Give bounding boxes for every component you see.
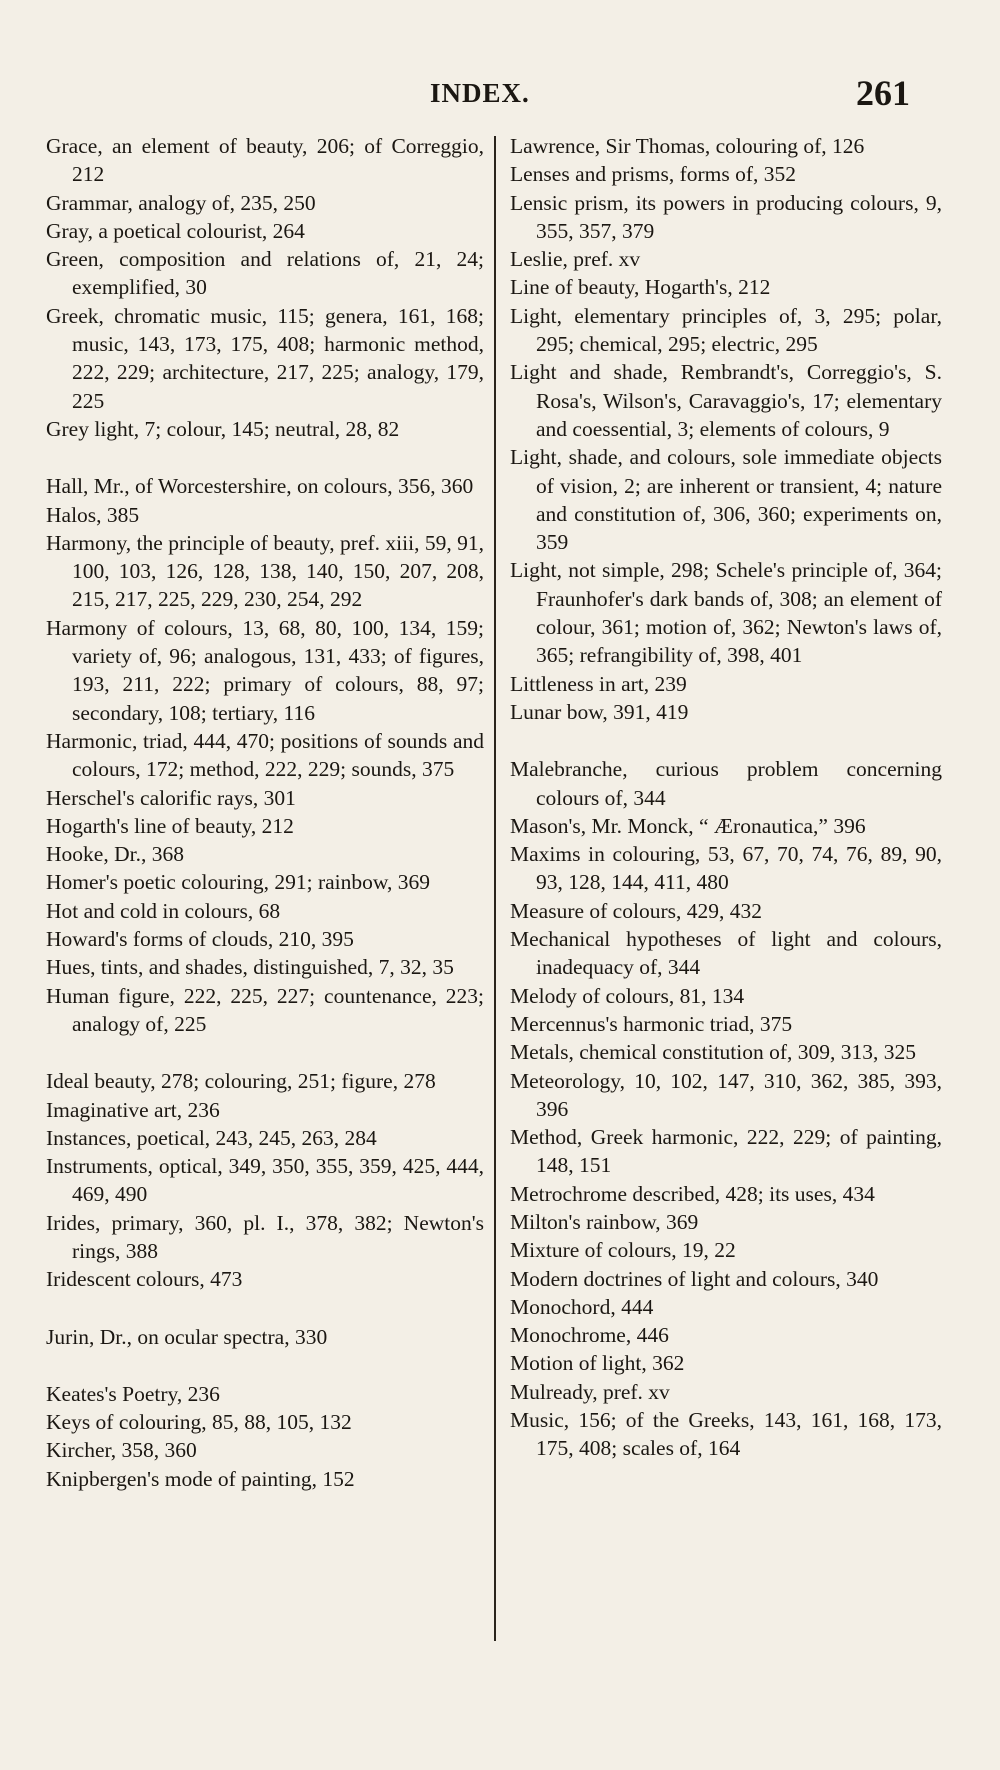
index-entry: Hogarth's line of beauty, 212: [46, 813, 294, 838]
index-entry: Milton's rainbow, 369: [510, 1209, 699, 1234]
column-divider: [494, 136, 496, 1641]
index-entry: Herschel's calorific rays, 301: [46, 785, 296, 810]
index-entry: Howard's forms of clouds, 210, 395: [46, 927, 354, 952]
index-entry: Iridescent colours, 473: [46, 1267, 243, 1292]
index-entry: Monochord, 444: [510, 1294, 654, 1319]
left-column: [46, 132, 484, 1493]
index-entry: Leslie, pref. xv: [510, 247, 641, 272]
index-entry: Metrochrome described, 428; its uses, 434: [510, 1181, 875, 1206]
index-entry: Grace, an element of beauty, 206; of Correggio, 212: [46, 134, 484, 187]
index-entry: Light, elementary principles of, 3, 295; polar, 295; chemical, 295; electric, 295: [510, 303, 942, 357]
index-entry: Hues, tints, and shades, distinguished, 7, 32, 35: [46, 955, 454, 980]
index-entry: Knipbergen's mode of painting, 152: [46, 1466, 355, 1491]
index-entry: Gray, a poetical colourist, 264: [46, 218, 305, 243]
section-gap: [46, 443, 484, 472]
index-entry: Keys of colouring, 85, 88, 105, 132: [46, 1410, 352, 1435]
index-entry: Harmony of colours, 13, 68, 80, 100, 134, 159; variety of, 96; analogous, 131, 433; of figures, 193, 211, 222; primary of colours, 88, 97; secondary, 108; tertiary, 116: [46, 615, 484, 725]
index-entry: Lenses and prisms, forms of, 352: [510, 162, 797, 187]
index-entry: Hooke, Dr., 368: [46, 842, 184, 867]
section-gap: [46, 1351, 484, 1380]
index-entry: Music, 156; of the Greeks, 143, 161, 168, 173, 175, 408; scales of, 164: [510, 1408, 942, 1461]
page-header: [0, 73, 1000, 118]
index-entry: Meteorology, 10, 102, 147, 310, 362, 385, 393, 396: [510, 1068, 942, 1121]
index-entry: Lunar bow, 391, 419: [510, 699, 689, 724]
index-entry: Green, composition and relations of, 21, 24; exemplified, 30: [46, 247, 484, 300]
index-entry: Grammar, analogy of, 235, 250: [46, 190, 316, 215]
index-entry: Harmony, the principle of beauty, pref. xiii, 59, 91, 100, 103, 126, 128, 138, 140, 150, 207, 208, 215, 217, 225, 229, 230, 254, 292: [46, 530, 484, 612]
index-entry: Littleness in art, 239: [510, 671, 687, 696]
index-title: INDEX.: [430, 78, 530, 108]
index-entry: Method, Greek harmonic, 222, 229; of painting, 148, 151: [510, 1125, 942, 1178]
index-entry: Mercennus's harmonic triad, 375: [510, 1011, 793, 1036]
index-entry: Malebranche, curious problem concerning colours of, 344: [510, 757, 942, 810]
right-column: [510, 132, 942, 1463]
index-entry: Hot and cold in colours, 68: [46, 898, 281, 923]
index-entry: Mason's, Mr. Monck, “ Æronautica,” 396: [510, 813, 866, 838]
index-entry: Monochrome, 446: [510, 1323, 669, 1348]
section-gap: [510, 726, 942, 755]
page-number: 261: [856, 73, 910, 113]
section-gap: [46, 1294, 484, 1323]
index-entry: Instances, poetical, 243, 245, 263, 284: [46, 1125, 377, 1150]
index-entry: Lensic prism, its powers in producing colours, 9, 355, 357, 379: [510, 190, 942, 243]
index-entry: Mechanical hypotheses of light and colours, inadequacy of, 344: [510, 927, 942, 980]
index-entry: Instruments, optical, 349, 350, 355, 359, 425, 444, 469, 490: [46, 1154, 484, 1207]
index-entry: Harmonic, triad, 444, 470; positions of sounds and colours, 172; method, 222, 229; sounds, 375: [46, 728, 484, 782]
index-entry: Kircher, 358, 360: [46, 1438, 197, 1463]
index-entry: Light and shade, Rembrandt's, Correggio's, S. Rosa's, Wilson's, Caravaggio's, 17; elementary and coessential, 3; elements of colours, 9: [510, 360, 942, 441]
index-entry: Greek, chromatic music, 115; genera, 161, 168; music, 143, 173, 175, 408; harmonic method, 222, 229; architecture, 217, 225; analogy, 179, 225: [46, 303, 484, 413]
index-entry: Melody of colours, 81, 134: [510, 983, 745, 1008]
index-entry: Metals, chemical constitution of, 309, 313, 325: [510, 1040, 917, 1065]
index-entry: Light, shade, and colours, sole immediate objects of vision, 2; are inherent or transient, 4; nature and constitution of, 306, 360; experiments on, 359: [510, 445, 942, 555]
section-gap: [46, 1038, 484, 1067]
index-entry: Homer's poetic colouring, 291; rainbow, 369: [46, 870, 431, 895]
index-entry: Light, not simple, 298; Schele's principle of, 364; Fraunhofer's dark bands of, 308; an element of colour, 361; motion of, 362; Newton's laws of, 365; refrangibility of, 398, 401: [510, 558, 942, 668]
index-entry: Mulready, pref. xv: [510, 1379, 670, 1404]
index-entry: Measure of colours, 429, 432: [510, 898, 762, 923]
index-entry: Keates's Poetry, 236: [46, 1381, 220, 1406]
index-entry: Line of beauty, Hogarth's, 212: [510, 275, 771, 300]
index-entry: Irides, primary, 360, pl. I., 378, 382; Newton's rings, 388: [46, 1210, 484, 1263]
index-entry: Maxims in colouring, 53, 67, 70, 74, 76, 89, 90, 93, 128, 144, 411, 480: [510, 842, 942, 895]
index-entry: Human figure, 222, 225, 227; countenance, 223; analogy of, 225: [46, 983, 484, 1036]
index-entry: Modern doctrines of light and colours, 340: [510, 1266, 879, 1291]
index-entry: Hall, Mr., of Worcestershire, on colours, 356, 360: [46, 474, 474, 499]
index-entry: Jurin, Dr., on ocular spectra, 330: [46, 1324, 328, 1349]
index-entry: Mixture of colours, 19, 22: [510, 1238, 736, 1263]
index-entry: Imaginative art, 236: [46, 1097, 220, 1122]
index-entry: Ideal beauty, 278; colouring, 251; figure, 278: [46, 1069, 436, 1094]
index-entry: Lawrence, Sir Thomas, colouring of, 126: [510, 134, 865, 158]
index-entry: Grey light, 7; colour, 145; neutral, 28, 82: [46, 416, 400, 441]
index-entry: Motion of light, 362: [510, 1351, 685, 1376]
index-entry: Halos, 385: [46, 502, 140, 527]
